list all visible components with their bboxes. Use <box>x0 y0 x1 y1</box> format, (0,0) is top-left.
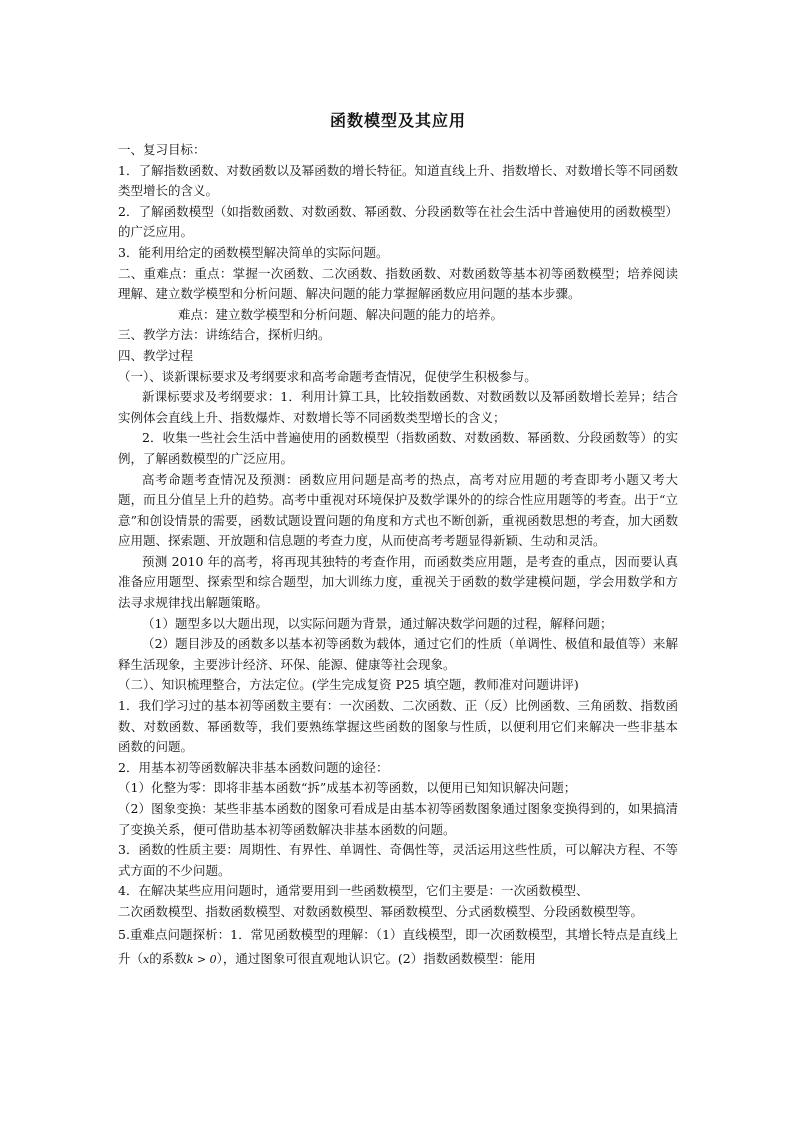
curriculum-requirement-2: 2．收集一些社会生活中普遍使用的函数模型（指数函数、对数函数、幂函数、分段函数等）的实例，了解函数模型的广泛应用。 <box>118 430 678 466</box>
difficult-points: 难点：建立数学模型和分析问题、解决问题的能力的培养。 <box>178 306 504 322</box>
knowledge-point-3: 3．函数的性质主要：周期性、有界性、单调性、奇偶性等，灵活运用这些性质，可以解决方程、不等式方面的不少问题。 <box>118 842 678 878</box>
goal-3: 3．能利用给定的函数模型解决简单的实际问题。 <box>118 244 389 260</box>
knowledge-point-4: 4．在解决某些应用问题时，通常要用到一些函数模型，它们主要是：一次函数模型、 <box>118 883 589 899</box>
key-problem-coef: 的系数 <box>149 950 187 966</box>
exam-prediction-paragraph: 预测 2010 年的高考，将再现其独特的考查作用，而函数类应用题，是考查的重点，因而要认真准备应用题型、探索型和综合题型，加大训练力度，重视关于函数的数学建模问题，学会用数学和方法寻求规律找出解题策略。 <box>118 553 678 611</box>
document-title: 函数模型及其应用 <box>329 111 466 130</box>
knowledge-point-4-cont: 二次函数模型、指数函数模型、对数函数模型、幂函数模型、分式函数模型、分段函数模型等。 <box>118 903 644 919</box>
math-k-positive: k > 0 <box>186 952 217 966</box>
knowledge-point-1: 1．我们学习过的基本初等函数主要有：一次函数、二次函数、正（反）比例函数、三角函数、指数函数、对数函数、幂函数等，我们要熟练掌握这些函数的图象与性质，以便利用它们来解决一些非基本函数的问题。 <box>118 698 678 755</box>
key-problem-text: 5.重难点问题探析：1．常见函数模型的理解：（1）直线模型，即一次函数模型，其增长特点是直线上升（ <box>118 926 678 966</box>
subsection-2-heading: （二）、知识梳理整合，方法定位。(学生完成复资 P25 填空题，教师准对问题讲评) <box>118 677 579 693</box>
subsection-1-heading: （一）、谈新课标要求及考纲要求和高考命题考查情况，促使学生积极参与。 <box>118 368 537 384</box>
document-body <box>118 140 678 972</box>
key-problem-analysis <box>118 923 678 972</box>
teaching-process-heading: 四、教学过程 <box>118 347 194 363</box>
prediction-point-2: （2）题目涉及的函数多以基本初等函数为载体，通过它们的性质（单调性、极值和最值等）来解释生活现象，主要涉计经济、环保、能源、健康等社会现象。 <box>118 636 678 672</box>
goal-2: 2．了解函数模型（如指数函数、对数函数、幂函数、分段函数等在社会生活中普遍使用的函数模型）的广泛应用。 <box>118 203 678 240</box>
method-split: （1）化整为零：即将非基本函数“拆”成基本初等函数，以便用已知知识解决问题； <box>118 780 577 796</box>
key-problem-end: ），通过图象可很直观地认识它。(2）指数函数模型：能用 <box>216 950 536 966</box>
prediction-point-1: （1）题型多以大题出现，以实际问题为背景，通过解决数学问题的过程，解释问题； <box>142 615 613 631</box>
method-transform: （2）图象变换：某些非基本函数的图象可看成是由基本初等函数图象通过图象变换得到的，如果搞清了变换关系，便可借助基本初等函数解决非基本函数的问题。 <box>118 801 678 837</box>
teaching-method: 三、教学方法：讲练结合，探析归纳。 <box>118 327 331 343</box>
exam-analysis-paragraph: 高考命题考查情况及预测：函数应用问题是高考的热点，高考对应用题的考查即考小题又考大题，而且分值呈上升的趋势。高考中重视对环境保护及数学课外的的综合性应用题等的考查。出于“立意”和创设情景的需要，函数试题设置问题的角度和方式也不断创新，重视函数思想的考查，加大函数应用题、探索题、开放题和信息题的考查力度，从而使高考考题显得新颖、生动和灵活。 <box>118 471 678 549</box>
goal-1: 1．了解指数函数、对数函数以及幂函数的增长特征。知道直线上升、指数增长、对数增长等不同函数类型增长的含义。 <box>118 162 678 199</box>
knowledge-point-2: 2．用基本初等函数解决非基本函数问题的途径： <box>118 759 389 775</box>
math-x: x <box>143 952 150 966</box>
curriculum-requirements: 新课标要求及考纲要求：1．利用计算工具，比较指数函数、对数函数以及幂函数增长差异；结合实例体会直线上升、指数爆炸、对数增长等不同函数类型增长的含义； <box>118 389 678 425</box>
section-review-goals: 一、复习目标： <box>118 142 206 157</box>
key-points: 二、重难点：重点：掌握一次函数、二次函数、指数函数、对数函数等基本初等函数模型；培养阅读理解、建立数学模型和分析问题、解决问题的能力掌握解函数应用问题的基本步骤。 <box>118 265 678 302</box>
